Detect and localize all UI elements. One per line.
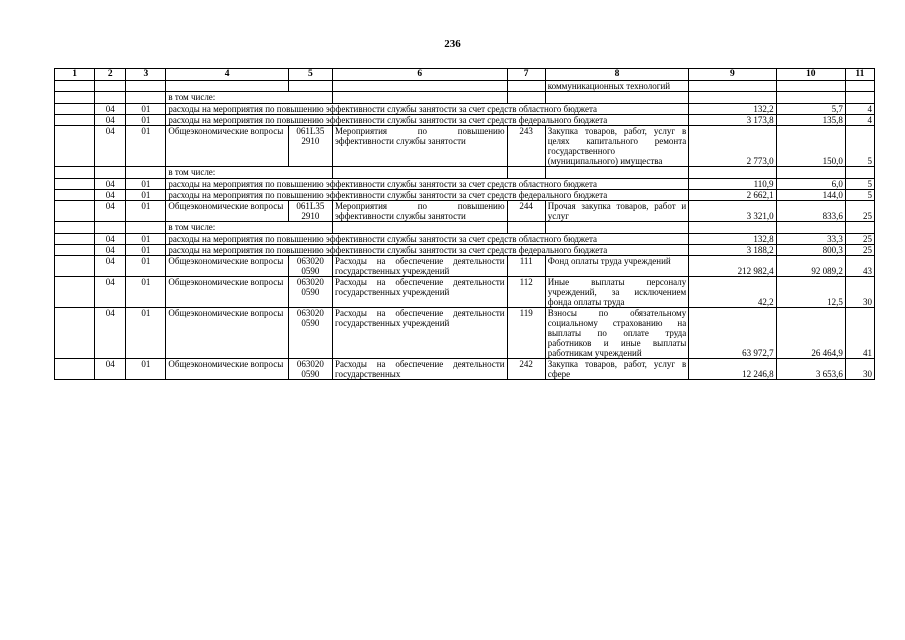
table-cell: 119 [507, 308, 545, 359]
percent-cell: 25 [845, 234, 874, 245]
table-cell: 5 [845, 126, 874, 167]
percent-cell: 4 [845, 115, 874, 126]
column-header: 5 [288, 69, 332, 81]
table-cell: Взносы по обязательному социальному страхованию на выплаты по оплате труда работников и иные выплаты работникам учреждений [545, 308, 689, 359]
table-row [55, 256, 875, 277]
table-row [55, 277, 875, 308]
table-row [55, 92, 875, 104]
table-cell: 212 982,4 [689, 256, 776, 277]
table-cell: 12 246,8 [689, 359, 776, 380]
amount-cell: 3 173,8 [689, 115, 776, 126]
description-cell: расходы на мероприятия по повышению эффективности службы занятости за счет средств областного бюджета [166, 234, 689, 245]
table-cell: 112 [507, 277, 545, 308]
table-cell [126, 92, 166, 104]
table-cell: Иные выплаты персоналу учреждений, за исключением фонда оплаты труда [545, 277, 689, 308]
table-cell [126, 167, 166, 179]
table-cell: 04 [95, 256, 126, 277]
table-cell [776, 92, 845, 104]
table-cell [55, 126, 95, 167]
table-cell [332, 92, 507, 104]
table-cell: Фонд оплаты труда учреждений [545, 256, 689, 277]
table-cell: 42,2 [689, 277, 776, 308]
table-cell: Прочая закупка товаров, работ и услуг [545, 201, 689, 222]
table-row [55, 104, 875, 115]
table-cell [55, 179, 95, 190]
table-cell: 061L35 2910 [288, 126, 332, 167]
table-cell [845, 81, 874, 92]
column-header: 1 [55, 69, 95, 81]
table-body [55, 81, 875, 380]
table-cell: 150,0 [776, 126, 845, 167]
column-header: 7 [507, 69, 545, 81]
table-cell: 243 [507, 126, 545, 167]
table-header [55, 69, 875, 81]
subsection-code-cell: 01 [126, 245, 166, 256]
table-cell [332, 222, 507, 234]
amount-cell: 800,3 [776, 245, 845, 256]
subheading-cell: в том числе: [166, 167, 333, 179]
table-cell: 01 [126, 126, 166, 167]
column-header: 11 [845, 69, 874, 81]
table-cell [55, 92, 95, 104]
percent-cell: 4 [845, 104, 874, 115]
table-cell: Общеэкономические вопросы [166, 256, 288, 277]
table-cell [55, 359, 95, 380]
header-row [55, 69, 875, 81]
table-cell: Общеэкономические вопросы [166, 201, 288, 222]
table-cell [689, 81, 776, 92]
table-row [55, 308, 875, 359]
table-cell [55, 308, 95, 359]
table-row [55, 167, 875, 179]
table-cell [95, 92, 126, 104]
table-cell [55, 222, 95, 234]
amount-cell: 6,0 [776, 179, 845, 190]
table-cell: 833,6 [776, 201, 845, 222]
table-cell: Расходы на обеспечение деятельности государственных учреждений [332, 277, 507, 308]
column-header: 6 [332, 69, 507, 81]
subsection-code-cell: 01 [126, 190, 166, 201]
table-cell [55, 190, 95, 201]
amount-cell: 5,7 [776, 104, 845, 115]
amount-cell: 144,0 [776, 190, 845, 201]
table-cell [845, 222, 874, 234]
table-cell: 30 [845, 359, 874, 380]
section-code-cell: 04 [95, 179, 126, 190]
description-cell: расходы на мероприятия по повышению эффективности службы занятости за счет средств федерального бюджета [166, 115, 689, 126]
table-cell: 3 321,0 [689, 201, 776, 222]
amount-cell: 110,9 [689, 179, 776, 190]
table-cell [332, 167, 507, 179]
table-row [55, 126, 875, 167]
table-cell: Общеэкономические вопросы [166, 308, 288, 359]
section-code-cell: 04 [95, 234, 126, 245]
description-cell: расходы на мероприятия по повышению эффективности службы занятости за счет средств областного бюджета [166, 104, 689, 115]
table-cell [507, 222, 545, 234]
table-cell [55, 245, 95, 256]
table-cell [95, 81, 126, 92]
table-cell: 30 [845, 277, 874, 308]
table-cell: Мероприятия по повышению эффективности службы занятости [332, 126, 507, 167]
table-cell: Расходы на обеспечение деятельности государственных [332, 359, 507, 380]
amount-cell: 33,3 [776, 234, 845, 245]
table-cell [95, 222, 126, 234]
table-cell: 92 089,2 [776, 256, 845, 277]
description-cell: расходы на мероприятия по повышению эффективности службы занятости за счет средств федерального бюджета [166, 190, 689, 201]
table-cell: Закупка товаров, работ, услуг в целях капитального ремонта государственного (муниципального) имущества [545, 126, 689, 167]
table-cell: Расходы на обеспечение деятельности государственных учреждений [332, 256, 507, 277]
table-cell [126, 81, 166, 92]
percent-cell: 25 [845, 245, 874, 256]
table-cell: 04 [95, 201, 126, 222]
description-cell: расходы на мероприятия по повышению эффективности службы занятости за счет средств федерального бюджета [166, 245, 689, 256]
table-cell: 2 773,0 [689, 126, 776, 167]
table-cell: 41 [845, 308, 874, 359]
table-cell: 063020 0590 [288, 256, 332, 277]
table-cell [507, 167, 545, 179]
table-cell [166, 81, 288, 92]
table-cell: 01 [126, 359, 166, 380]
table-cell: 01 [126, 201, 166, 222]
section-code-cell: 04 [95, 190, 126, 201]
section-code-cell: 04 [95, 115, 126, 126]
column-header: 3 [126, 69, 166, 81]
table-row [55, 115, 875, 126]
table-cell: Закупка товаров, работ, услуг в сфере [545, 359, 689, 380]
table-cell: 04 [95, 277, 126, 308]
table-row [55, 234, 875, 245]
table-cell [507, 92, 545, 104]
subsection-code-cell: 01 [126, 104, 166, 115]
page-number: 236 [444, 38, 461, 50]
description-cell: расходы на мероприятия по повышению эффективности службы занятости за счет средств областного бюджета [166, 179, 689, 190]
table-cell [689, 167, 776, 179]
column-header: 8 [545, 69, 689, 81]
subsection-code-cell: 01 [126, 234, 166, 245]
table-cell: Общеэкономические вопросы [166, 126, 288, 167]
subheading-cell: в том числе: [166, 222, 333, 234]
table-cell: 01 [126, 277, 166, 308]
column-header: 10 [776, 69, 845, 81]
table-cell: 242 [507, 359, 545, 380]
table-cell [55, 277, 95, 308]
table-cell: 26 464,9 [776, 308, 845, 359]
subheading-cell: в том числе: [166, 92, 333, 104]
table-cell: 111 [507, 256, 545, 277]
table-cell [776, 222, 845, 234]
table-cell [689, 222, 776, 234]
table-cell: 063020 0590 [288, 359, 332, 380]
subsection-code-cell: 01 [126, 115, 166, 126]
table-row [55, 190, 875, 201]
table-cell: 63 972,7 [689, 308, 776, 359]
column-header: 9 [689, 69, 776, 81]
table-cell [126, 222, 166, 234]
table-cell: Общеэкономические вопросы [166, 277, 288, 308]
amount-cell: 132,2 [689, 104, 776, 115]
table-cell: 063020 0590 [288, 277, 332, 308]
table-cell: 244 [507, 201, 545, 222]
table-cell [55, 256, 95, 277]
table-row [55, 81, 875, 92]
table-row [55, 201, 875, 222]
table-cell [95, 167, 126, 179]
table-cell [55, 115, 95, 126]
table-cell: 04 [95, 359, 126, 380]
table-cell: 04 [95, 308, 126, 359]
budget-table [54, 68, 875, 380]
table-cell: Мероприятия по повышению эффективности службы занятости [332, 201, 507, 222]
table-row [55, 245, 875, 256]
table-cell [55, 104, 95, 115]
table-cell: 25 [845, 201, 874, 222]
table-cell [776, 167, 845, 179]
table-cell: 3 653,6 [776, 359, 845, 380]
table-cell [507, 81, 545, 92]
table-cell: 43 [845, 256, 874, 277]
table-cell [545, 167, 689, 179]
table-cell [776, 81, 845, 92]
table-cell [689, 92, 776, 104]
table-cell [545, 222, 689, 234]
table-cell [332, 81, 507, 92]
table-cell [55, 234, 95, 245]
table-cell [55, 81, 95, 92]
table-cell: Общеэкономические вопросы [166, 359, 288, 380]
table-cell: 061L35 2910 [288, 201, 332, 222]
amount-cell: 2 662,1 [689, 190, 776, 201]
table-cell: 01 [126, 308, 166, 359]
percent-cell: 5 [845, 190, 874, 201]
table-cell: коммуникационных технологий [545, 81, 689, 92]
table-cell [845, 92, 874, 104]
column-header: 4 [166, 69, 288, 81]
table-cell [288, 81, 332, 92]
amount-cell: 132,8 [689, 234, 776, 245]
table-cell: 063020 0590 [288, 308, 332, 359]
table-cell: 12,5 [776, 277, 845, 308]
table-cell: 04 [95, 126, 126, 167]
table-cell: Расходы на обеспечение деятельности государственных учреждений [332, 308, 507, 359]
subsection-code-cell: 01 [126, 179, 166, 190]
table-row [55, 179, 875, 190]
table-cell [55, 167, 95, 179]
table-cell [845, 167, 874, 179]
amount-cell: 135,8 [776, 115, 845, 126]
table-row [55, 222, 875, 234]
table-cell [55, 201, 95, 222]
amount-cell: 3 188,2 [689, 245, 776, 256]
table-row [55, 359, 875, 380]
section-code-cell: 04 [95, 104, 126, 115]
percent-cell: 5 [845, 179, 874, 190]
table-cell: 01 [126, 256, 166, 277]
section-code-cell: 04 [95, 245, 126, 256]
table-cell [545, 92, 689, 104]
column-header: 2 [95, 69, 126, 81]
